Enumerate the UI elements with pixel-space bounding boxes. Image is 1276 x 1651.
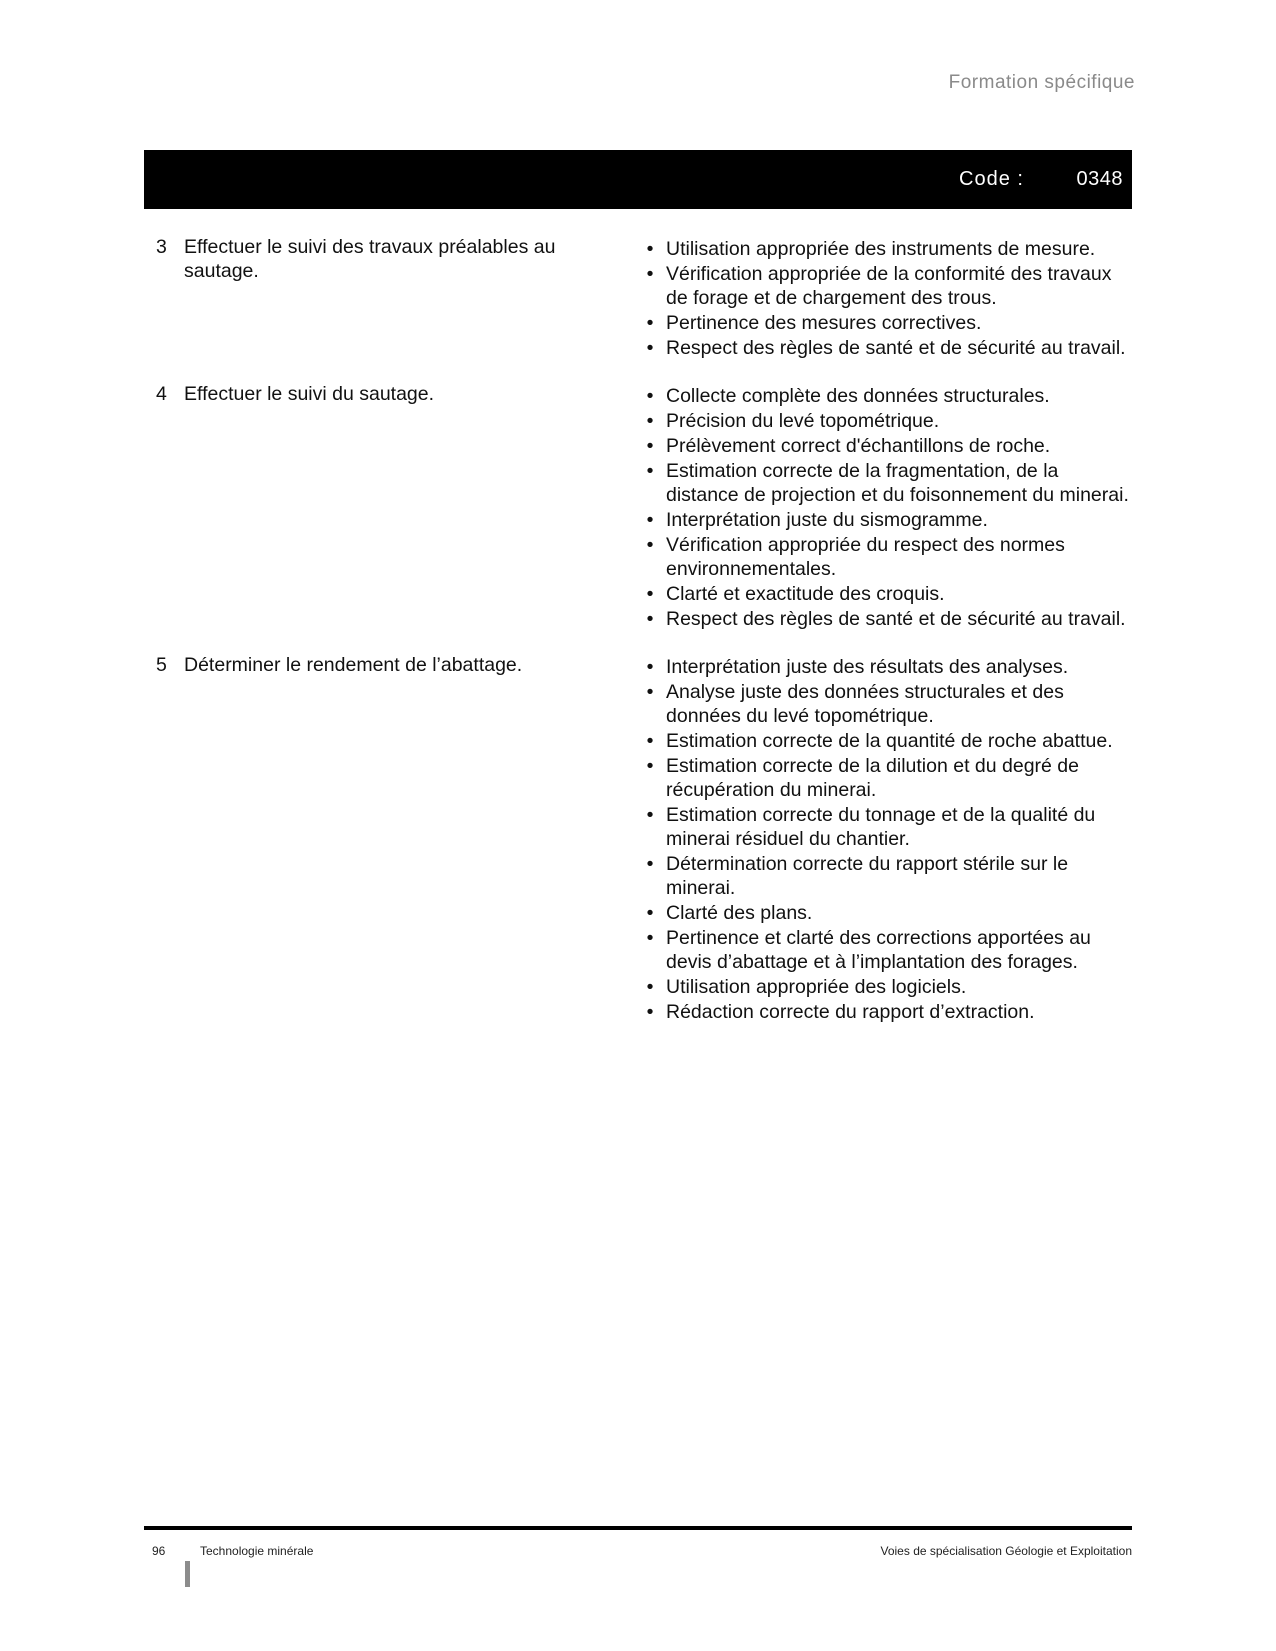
criterion-item <box>642 336 1132 360</box>
code-value: 0348 <box>1076 168 1123 190</box>
criteria-column <box>642 382 1132 631</box>
criterion-text: Respect des règles de santé et de sécurité au travail. <box>666 337 1126 359</box>
bullet-icon: • <box>646 583 654 605</box>
bullet-icon: • <box>646 509 654 531</box>
criterion-text: Estimation correcte de la quantité de roche abattue. <box>666 730 1113 752</box>
element-row <box>144 653 1132 1024</box>
bullet-icon: • <box>646 312 654 334</box>
criterion-item <box>642 680 1132 728</box>
criterion-text: Vérification appropriée de la conformité des travaux de forage et de chargement des trous. <box>666 263 1112 309</box>
footer-margin-mark <box>185 1561 190 1587</box>
criterion-item <box>642 729 1132 753</box>
criterion-item <box>642 459 1132 507</box>
criterion-text: Rédaction correcte du rapport d’extraction. <box>666 1001 1035 1023</box>
criterion-item <box>642 237 1132 261</box>
bullet-icon: • <box>646 1001 654 1023</box>
criterion-text: Clarté et exactitude des croquis. <box>666 583 945 605</box>
criterion-text: Vérification appropriée du respect des normes environnementales. <box>666 534 1065 580</box>
criterion-item <box>642 852 1132 900</box>
criterion-text: Utilisation appropriée des logiciels. <box>666 976 967 998</box>
bullet-icon: • <box>646 730 654 752</box>
criterion-text: Pertinence des mesures correctives. <box>666 312 982 334</box>
criterion-text: Estimation correcte de la fragmentation, de la distance de projection et du foisonnement du minerai. <box>666 460 1129 506</box>
bullet-icon: • <box>646 238 654 260</box>
criterion-text: Utilisation appropriée des instruments de mesure. <box>666 238 1096 260</box>
element-title: Déterminer le rendement de l’abattage. <box>184 654 523 676</box>
bullet-icon: • <box>646 656 654 678</box>
element-row <box>144 235 1132 360</box>
element-title: Effectuer le suivi du sautage. <box>184 383 435 405</box>
bullet-icon: • <box>646 755 654 777</box>
bullet-icon: • <box>646 608 654 630</box>
criterion-text: Clarté des plans. <box>666 902 813 924</box>
criterion-item <box>642 1000 1132 1024</box>
criterion-item <box>642 607 1132 631</box>
bullet-icon: • <box>646 804 654 826</box>
element-statement <box>144 653 606 677</box>
criterion-item <box>642 926 1132 974</box>
code-bar <box>144 150 1132 209</box>
criterion-text: Analyse juste des données structurales et des données du levé topométrique. <box>666 681 1064 727</box>
bullet-icon: • <box>646 337 654 359</box>
criterion-item <box>642 975 1132 999</box>
criterion-text: Pertinence et clarté des corrections apportées au devis d’abattage et à l’implantation des forages. <box>666 927 1091 973</box>
bullet-icon: • <box>646 681 654 703</box>
element-number: 3 <box>156 236 167 258</box>
criteria-column <box>642 235 1132 360</box>
criterion-item <box>642 803 1132 851</box>
criterion-text: Interprétation juste du sismogramme. <box>666 509 988 531</box>
footer-rule <box>144 1526 1132 1530</box>
element-statement <box>144 382 606 406</box>
element-title: Effectuer le suivi des travaux préalables au sautage. <box>184 236 556 282</box>
criterion-text: Collecte complète des données structurales. <box>666 385 1050 407</box>
element-row <box>144 382 1132 631</box>
criteria-column <box>642 653 1132 1024</box>
bullet-icon: • <box>646 410 654 432</box>
criterion-item <box>642 754 1132 802</box>
criterion-text: Détermination correcte du rapport stérile sur le minerai. <box>666 853 1069 899</box>
bullet-icon: • <box>646 385 654 407</box>
criteria-list <box>642 655 1132 1024</box>
element-number: 5 <box>156 654 167 676</box>
criteria-list <box>642 237 1132 360</box>
footer-program: Technologie minérale <box>200 1544 314 1558</box>
criterion-item <box>642 508 1132 532</box>
criterion-item <box>642 434 1132 458</box>
bullet-icon: • <box>646 927 654 949</box>
competency-table <box>144 235 1132 1024</box>
section-header: Formation spécifique <box>948 72 1135 93</box>
code-label: Code : <box>959 168 1024 190</box>
bullet-icon: • <box>646 534 654 556</box>
element-statement <box>144 235 606 283</box>
criterion-text: Respect des règles de santé et de sécurité au travail. <box>666 608 1126 630</box>
criterion-item <box>642 582 1132 606</box>
criterion-item <box>642 533 1132 581</box>
criterion-item <box>642 311 1132 335</box>
criterion-text: Interprétation juste des résultats des analyses. <box>666 656 1069 678</box>
bullet-icon: • <box>646 976 654 998</box>
criterion-item <box>642 262 1132 310</box>
bullet-icon: • <box>646 853 654 875</box>
criterion-text: Prélèvement correct d'échantillons de roche. <box>666 435 1051 457</box>
criterion-item <box>642 901 1132 925</box>
page-number: 96 <box>152 1544 166 1558</box>
bullet-icon: • <box>646 902 654 924</box>
criterion-item <box>642 655 1132 679</box>
criteria-list <box>642 384 1132 631</box>
element-number: 4 <box>156 383 167 405</box>
criterion-item <box>642 409 1132 433</box>
bullet-icon: • <box>646 435 654 457</box>
criterion-item <box>642 384 1132 408</box>
bullet-icon: • <box>646 263 654 285</box>
criterion-text: Précision du levé topométrique. <box>666 410 940 432</box>
criterion-text: Estimation correcte de la dilution et du degré de récupération du minerai. <box>666 755 1079 801</box>
bullet-icon: • <box>646 460 654 482</box>
footer-specialization: Voies de spécialisation Géologie et Exploitation <box>880 1544 1132 1558</box>
criterion-text: Estimation correcte du tonnage et de la qualité du minerai résiduel du chantier. <box>666 804 1096 850</box>
